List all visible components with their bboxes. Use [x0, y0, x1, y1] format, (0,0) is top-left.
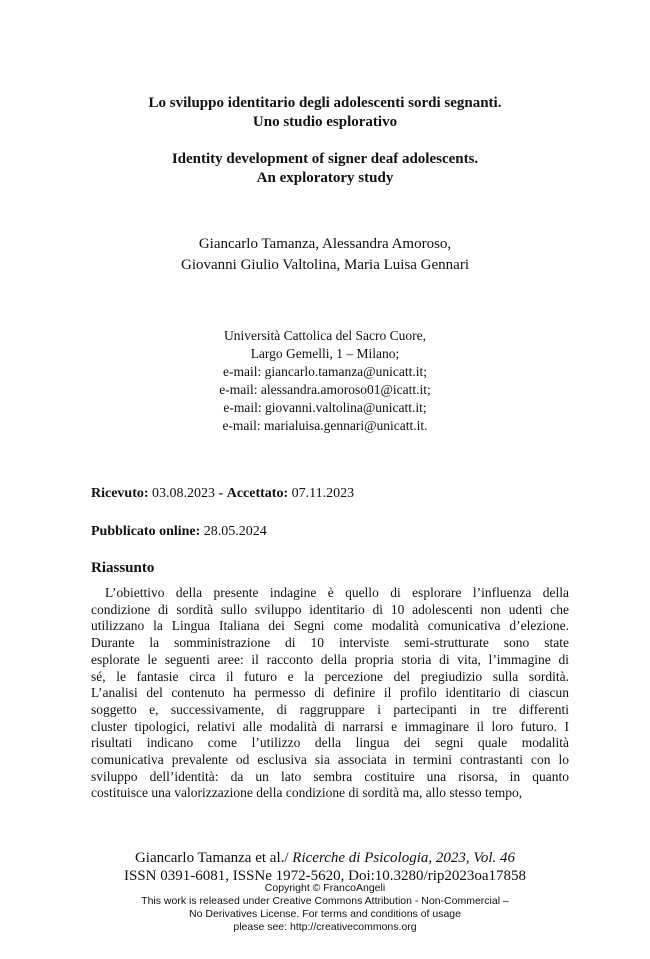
abstract-line: L’analisi del contenuto ha permesso di definire il profilo identitario di ciascun [91, 685, 569, 701]
issn-doi: ISSN 0391-6081, ISSNe 1972-5620, Doi:10.3280/rip2023oa17858 [123, 868, 527, 884]
abstract-line: esplorate le seguenti aree: il racconto della propria storia di vita, l’immagine di [91, 651, 569, 667]
abstract-line: comunicativa prevalente od esclusiva sia associata in termini contrastanti con lo [91, 752, 569, 768]
title-italian-line: Lo sviluppo identitario degli adolescenti sordi segnanti. [148, 95, 502, 111]
title-english-line: Identity development of signer deaf adolescents. [171, 151, 479, 167]
abstract-line: utilizzano la Lingua Italiana dei Segni come modalità comunicativa d’elezione. [91, 618, 569, 634]
date-separator: - [218, 486, 224, 501]
abstract-line: costituisce una valorizzazione della condizione di sordità ma, allo stesso tempo, [91, 785, 523, 801]
abstract-line: risultati indicano come l’utilizzo della lingua dei segni quale modalità [91, 735, 569, 751]
license-block [0, 882, 650, 934]
abstract-line: cluster tipologici, relativi alle modalità di narrarsi e immaginare il loro futuro. I [91, 718, 569, 734]
abstract-body [91, 585, 569, 802]
abstract-heading: Riassunto [91, 560, 155, 576]
title-italian [0, 94, 650, 132]
license-line: No Derivatives License. For terms and conditions of usage [189, 908, 461, 920]
affiliation-line: Largo Gemelli, 1 – Milano; [250, 346, 400, 361]
affiliation [0, 327, 650, 435]
abstract-line: sviluppo dell’identità: da un lato sembra costituire una risorsa, in quanto [91, 768, 569, 784]
citation-line [0, 849, 650, 867]
abstract-line: Durante la somministrazione di 10 interviste semi-strutturate sono state [91, 635, 569, 651]
published-date: 28.05.2024 [203, 524, 267, 539]
email-line: e-mail: marialuisa.gennari@unicatt.it. [222, 418, 428, 433]
accepted-date: 07.11.2023 [291, 486, 355, 501]
title-english-line: An exploratory study [256, 170, 394, 186]
received-date: 03.08.2023 [152, 486, 216, 501]
email-line: e-mail: alessandra.amoroso01@icatt.it; [219, 382, 431, 397]
license-line: This work is released under Creative Commons Attribution - Non-Commercial – [141, 895, 509, 907]
authors [0, 234, 650, 276]
abstract-line: sé, le fantasie circa il futuro e la percezione del pregiudizio sulla sordità. [91, 668, 569, 684]
accepted-label: Accettato: [226, 486, 289, 501]
email-line: e-mail: giovanni.valtolina@unicatt.it; [223, 400, 427, 415]
email-line: e-mail: giancarlo.tamanza@unicatt.it; [223, 364, 427, 379]
citation-authors: Giancarlo Tamanza et al./ [134, 850, 289, 866]
citation-journal: Ricerche di Psicologia, 2023, Vol. 46 [288, 850, 516, 866]
authors-line: Giancarlo Tamanza, Alessandra Amoroso, [198, 236, 452, 252]
abstract-line: soggetto e, successivamente, di raggruppare i partecipanti in tre differenti [91, 701, 569, 717]
published-label: Pubblicato online: [91, 524, 201, 539]
affiliation-line: Università Cattolica del Sacro Cuore, [223, 328, 427, 343]
title-italian-line: Uno studio esplorativo [252, 114, 398, 130]
copyright-line: Copyright © FrancoAngeli [264, 882, 386, 894]
published-online [91, 523, 267, 541]
license-line: please see: http://creativecommons.org [233, 921, 417, 933]
authors-line: Giovanni Giulio Valtolina, Maria Luisa Gennari [181, 257, 469, 273]
title-english [0, 150, 650, 188]
abstract-line: L’obiettivo della presente indagine è quello di esplorare l’influenza della [105, 585, 569, 600]
footer-citation [0, 849, 650, 885]
abstract-line: condizione di sordità sullo sviluppo identitario di 10 adolescenti non udenti che [91, 601, 569, 617]
received-accepted [91, 485, 354, 503]
received-label: Ricevuto: [91, 486, 149, 501]
